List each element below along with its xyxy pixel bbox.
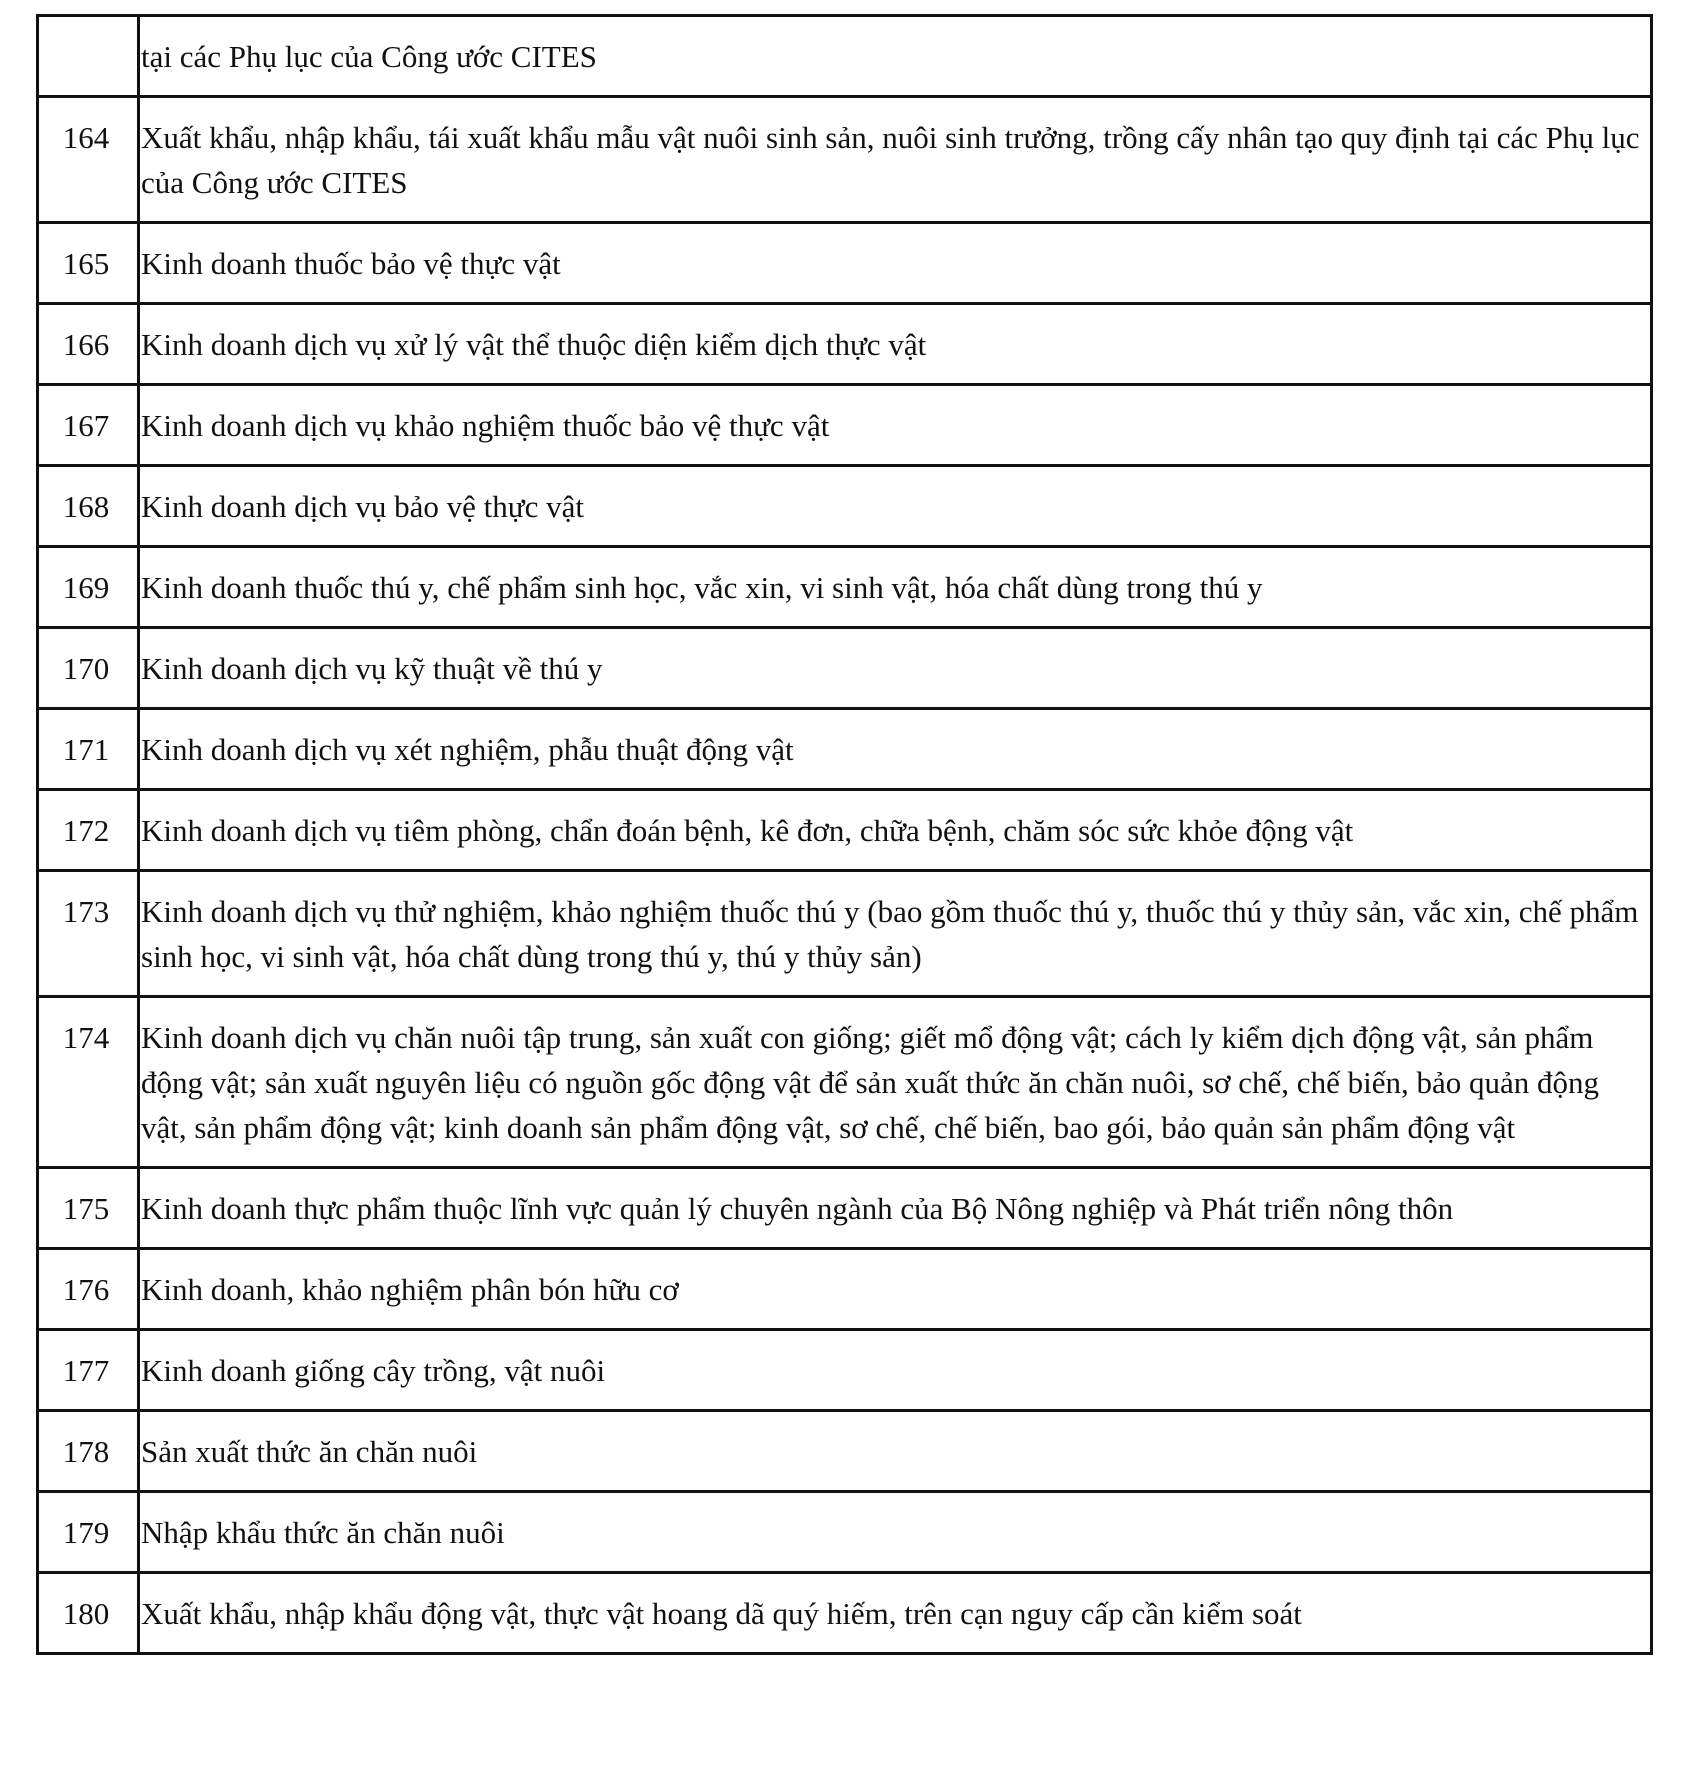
row-description: Kinh doanh giống cây trồng, vật nuôi bbox=[139, 1330, 1652, 1411]
table-body bbox=[38, 16, 1652, 1654]
row-number: 174 bbox=[38, 997, 139, 1168]
row-number bbox=[38, 16, 139, 97]
table-row bbox=[38, 385, 1652, 466]
row-description: Kinh doanh dịch vụ xét nghiệm, phẫu thuật động vật bbox=[139, 709, 1652, 790]
row-description: Kinh doanh dịch vụ khảo nghiệm thuốc bảo vệ thực vật bbox=[139, 385, 1652, 466]
row-description: Sản xuất thức ăn chăn nuôi bbox=[139, 1411, 1652, 1492]
row-number: 166 bbox=[38, 304, 139, 385]
row-description: Kinh doanh dịch vụ tiêm phòng, chẩn đoán bệnh, kê đơn, chữa bệnh, chăm sóc sức khỏe động vật bbox=[139, 790, 1652, 871]
row-number: 170 bbox=[38, 628, 139, 709]
row-description: Nhập khẩu thức ăn chăn nuôi bbox=[139, 1492, 1652, 1573]
table-row bbox=[38, 16, 1652, 97]
table-row bbox=[38, 1168, 1652, 1249]
table-row bbox=[38, 547, 1652, 628]
row-number: 172 bbox=[38, 790, 139, 871]
row-number: 175 bbox=[38, 1168, 139, 1249]
row-number: 169 bbox=[38, 547, 139, 628]
table-row bbox=[38, 871, 1652, 997]
table-row bbox=[38, 790, 1652, 871]
row-number: 167 bbox=[38, 385, 139, 466]
row-description: Kinh doanh dịch vụ bảo vệ thực vật bbox=[139, 466, 1652, 547]
table-row bbox=[38, 628, 1652, 709]
row-number: 177 bbox=[38, 1330, 139, 1411]
table-row bbox=[38, 1573, 1652, 1654]
table-row bbox=[38, 1249, 1652, 1330]
row-number: 176 bbox=[38, 1249, 139, 1330]
row-description: Kinh doanh dịch vụ xử lý vật thể thuộc diện kiểm dịch thực vật bbox=[139, 304, 1652, 385]
row-number: 179 bbox=[38, 1492, 139, 1573]
row-description: Kinh doanh, khảo nghiệm phân bón hữu cơ bbox=[139, 1249, 1652, 1330]
table-row bbox=[38, 1411, 1652, 1492]
row-description: Xuất khẩu, nhập khẩu, tái xuất khẩu mẫu vật nuôi sinh sản, nuôi sinh trưởng, trồng cấy nhân tạo quy định tại các Phụ lục của Công ước CITES bbox=[139, 97, 1652, 223]
table-row bbox=[38, 223, 1652, 304]
row-description: Xuất khẩu, nhập khẩu động vật, thực vật hoang dã quý hiếm, trên cạn nguy cấp cần kiểm soát bbox=[139, 1573, 1652, 1654]
row-description: Kinh doanh thực phẩm thuộc lĩnh vực quản lý chuyên ngành của Bộ Nông nghiệp và Phát triển nông thôn bbox=[139, 1168, 1652, 1249]
table-row bbox=[38, 1330, 1652, 1411]
row-number: 173 bbox=[38, 871, 139, 997]
table-row bbox=[38, 709, 1652, 790]
row-description: Kinh doanh thuốc thú y, chế phẩm sinh học, vắc xin, vi sinh vật, hóa chất dùng trong thú y bbox=[139, 547, 1652, 628]
business-lines-table bbox=[36, 14, 1653, 1655]
table-row bbox=[38, 997, 1652, 1168]
row-number: 178 bbox=[38, 1411, 139, 1492]
table-row bbox=[38, 466, 1652, 547]
table-row bbox=[38, 304, 1652, 385]
row-number: 168 bbox=[38, 466, 139, 547]
row-description: Kinh doanh dịch vụ kỹ thuật về thú y bbox=[139, 628, 1652, 709]
row-number: 164 bbox=[38, 97, 139, 223]
row-description: Kinh doanh thuốc bảo vệ thực vật bbox=[139, 223, 1652, 304]
row-description: Kinh doanh dịch vụ chăn nuôi tập trung, sản xuất con giống; giết mổ động vật; cách ly kiểm dịch động vật, sản phẩm động vật; sản xuất nguyên liệu có nguồn gốc động vật để sản xuất thức ăn chăn nuôi, sơ chế, chế biến, bảo quản động vật, sản phẩm động vật; kinh doanh sản phẩm động vật, sơ chế, chế biến, bao gói, bảo quản sản phẩm động vật bbox=[139, 997, 1652, 1168]
table-row bbox=[38, 1492, 1652, 1573]
row-number: 180 bbox=[38, 1573, 139, 1654]
row-description: tại các Phụ lục của Công ước CITES bbox=[139, 16, 1652, 97]
row-description: Kinh doanh dịch vụ thử nghiệm, khảo nghiệm thuốc thú y (bao gồm thuốc thú y, thuốc thú y thủy sản, vắc xin, chế phẩm sinh học, vi sinh vật, hóa chất dùng trong thú y, thú y thủy sản) bbox=[139, 871, 1652, 997]
row-number: 171 bbox=[38, 709, 139, 790]
table-row bbox=[38, 97, 1652, 223]
row-number: 165 bbox=[38, 223, 139, 304]
